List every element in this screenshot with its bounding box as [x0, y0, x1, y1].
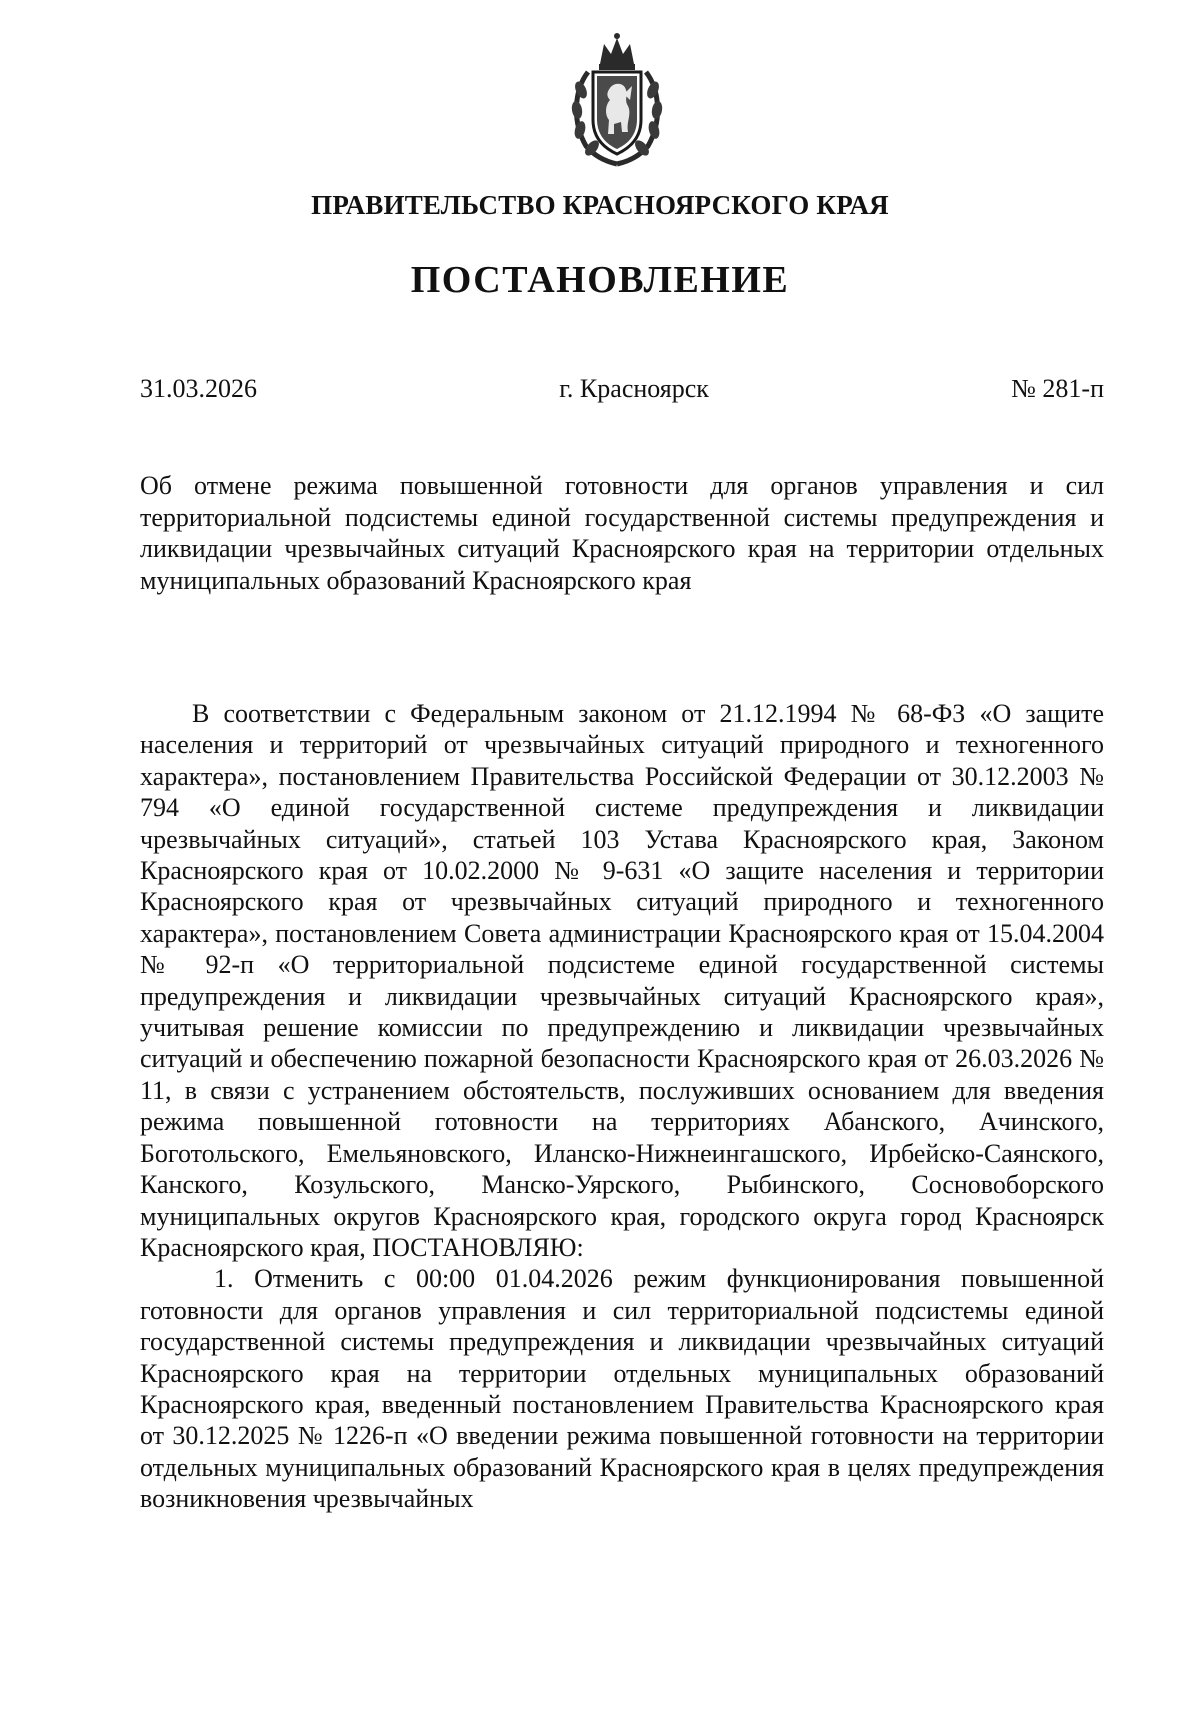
document-body — [140, 698, 1104, 1515]
item-1-paragraph: 1. Отменить с 00:00 01.04.2026 режим функционирования повышенной готовности для органов управления и сил территориальной подсистемы единой государственной системы предупреждения и ликвидации чрезвычайных ситуаций Красноярского края на территории отдельных муниципальных образований Красноярского края, введенный постановлением Правительства Красноярского края от 30.12.2025 № 1226-п «О введении режима повышенной готовности на территории отдельных муниципальных образований Красноярского края в целях предупреждения возникновения чрезвычайных — [140, 1264, 1104, 1514]
document-subject: Об отмене режима повышенной готовности для органов управления и сил территориальной подсистемы единой государственной системы предупреждения и ликвидации чрезвычайных ситуаций Красноярского края на территории отдельных муниципальных образований Красноярского края — [140, 471, 1104, 595]
document-type-title: ПОСТАНОВЛЕНИЕ — [410, 259, 790, 301]
preamble-paragraph: В соответствии с Федеральным законом от 21.12.1994 № 68-ФЗ «О защите населения и территорий от чрезвычайных ситуаций природного и техногенного характера», постановлением Правительства Российской Федерации от 30.12.2003 № 794 «О единой государственной системе предупреждения и ликвидации чрезвычайных ситуаций», статьей 103 Устава Красноярского края, Законом Красноярского края от 10.02.2000 № 9-631 «О защите населения и территории Красноярского края от чрезвычайных ситуаций природного и техногенного характера», постановлением Совета администрации Красноярского края от 15.04.2004 № 92-п «О территориальной подсистеме единой государственной системы предупреждения и ликвидации чрезвычайных ситуаций Красноярского края», учитывая решение комиссии по предупреждению и ликвидации чрезвычайных ситуаций и обеспечению пожарной безопасности Красноярского края от 26.03.2026 № 11, в связи с устранением обстоятельств, послуживших основанием для введения режима повышенной готовности на территориях Абанского, Ачинского, Боготольского, Емельяновского, Иланско-Нижнеингашского, Ирбейско-Саянского, Канского, Козульского, Манско-Уярского, Рыбинского, Сосновоборского муниципальных округов Красноярского края, городского округа город Красноярск Красноярского края, ПОСТАНОВЛЯЮ: — [140, 699, 1104, 1262]
document-meta-row — [140, 374, 1104, 404]
government-name: ПРАВИТЕЛЬСТВО КРАСНОЯРСКОГО КРАЯ — [311, 190, 889, 220]
krasnoyarsk-coat-of-arms-icon — [566, 30, 668, 168]
document-number: № 281-п — [1011, 374, 1104, 403]
document-date: 31.03.2026 — [140, 374, 257, 403]
document-city: г. Красноярск — [559, 374, 709, 403]
